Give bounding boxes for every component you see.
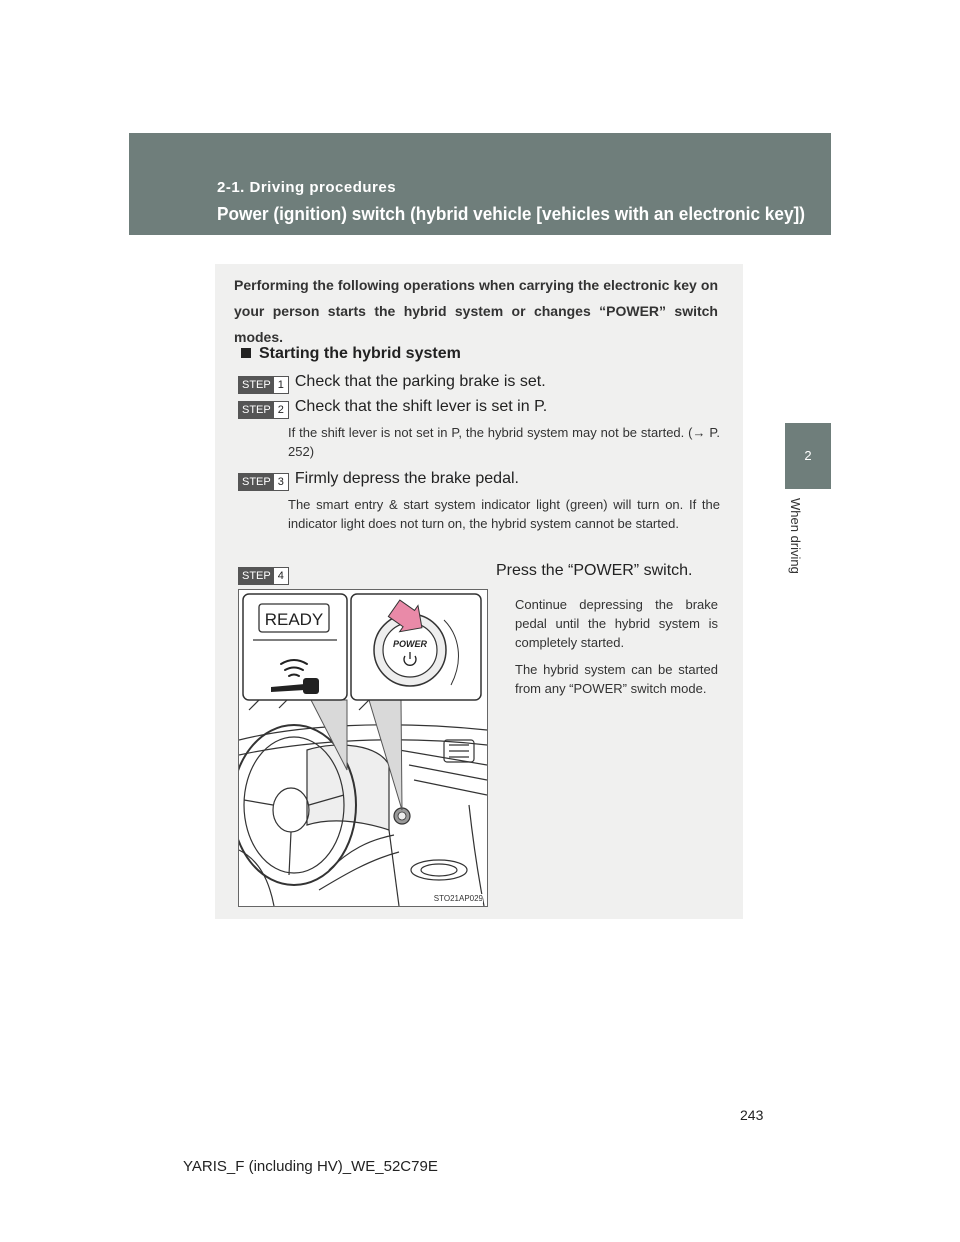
ready-indicator-label: READY (264, 610, 324, 629)
subheading (241, 345, 461, 363)
footer-doc-id: YARIS_F (including HV)_WE_52C79E (183, 1158, 438, 1175)
subheading-text: Starting the hybrid system (259, 345, 461, 362)
step-text: Check that the shift lever is set in P. (294, 398, 548, 415)
content-panel (215, 264, 743, 919)
page-number: 243 (740, 1107, 764, 1123)
step-number: 2 (274, 402, 288, 418)
intro-paragraph: Performing the following operations when carrying the electronic key on your person starts the hybrid system or changes “POWER” switch modes. (234, 277, 718, 345)
step-1 (238, 373, 546, 394)
step-2 (238, 398, 547, 419)
step-number: 3 (274, 474, 288, 490)
step-badge (238, 401, 289, 419)
step-word: STEP (239, 402, 274, 418)
step-text: Check that the parking brake is set. (294, 373, 546, 390)
step-badge (238, 376, 289, 394)
page-title: Power (ignition) switch (hybrid vehicle [vehicles with an electronic key]) (217, 203, 805, 224)
step-3 (238, 470, 519, 491)
step-number: 1 (274, 377, 288, 393)
step-word: STEP (239, 568, 274, 584)
step-number: 4 (274, 568, 288, 584)
power-switch-illustration (238, 589, 488, 907)
step-word: STEP (239, 474, 274, 490)
power-switch-label: POWER (392, 639, 428, 649)
chapter-tab[interactable]: 2 (785, 423, 831, 489)
step-4-note-2: The hybrid system can be started from any “POWER” switch mode. (515, 662, 718, 696)
step-2-note: If the shift lever is not set in P, the hybrid system may not be started. (→ P. 252) (288, 425, 720, 459)
step-text: Firmly depress the brake pedal. (294, 470, 519, 487)
section-label: 2-1. Driving procedures (217, 179, 397, 196)
dashboard-drawing (239, 590, 487, 906)
step-word: STEP (239, 377, 274, 393)
square-bullet-icon (241, 348, 251, 358)
step-badge (238, 567, 289, 585)
step-4-text: Press the “POWER” switch. (496, 562, 693, 579)
step-4-badge-row (238, 564, 295, 585)
chapter-tab-label: When driving (788, 498, 803, 574)
step-3-note: The smart entry & start system indicator light (green) will turn on. If the indicator light does not turn on, the hybrid system cannot be started. (288, 497, 720, 531)
step-badge (238, 473, 289, 491)
chapter-header (129, 133, 831, 235)
step-4-note-1: Continue depressing the brake pedal until the hybrid system is completely started. (515, 597, 718, 650)
figure-code: STO21AP029 (433, 894, 483, 903)
